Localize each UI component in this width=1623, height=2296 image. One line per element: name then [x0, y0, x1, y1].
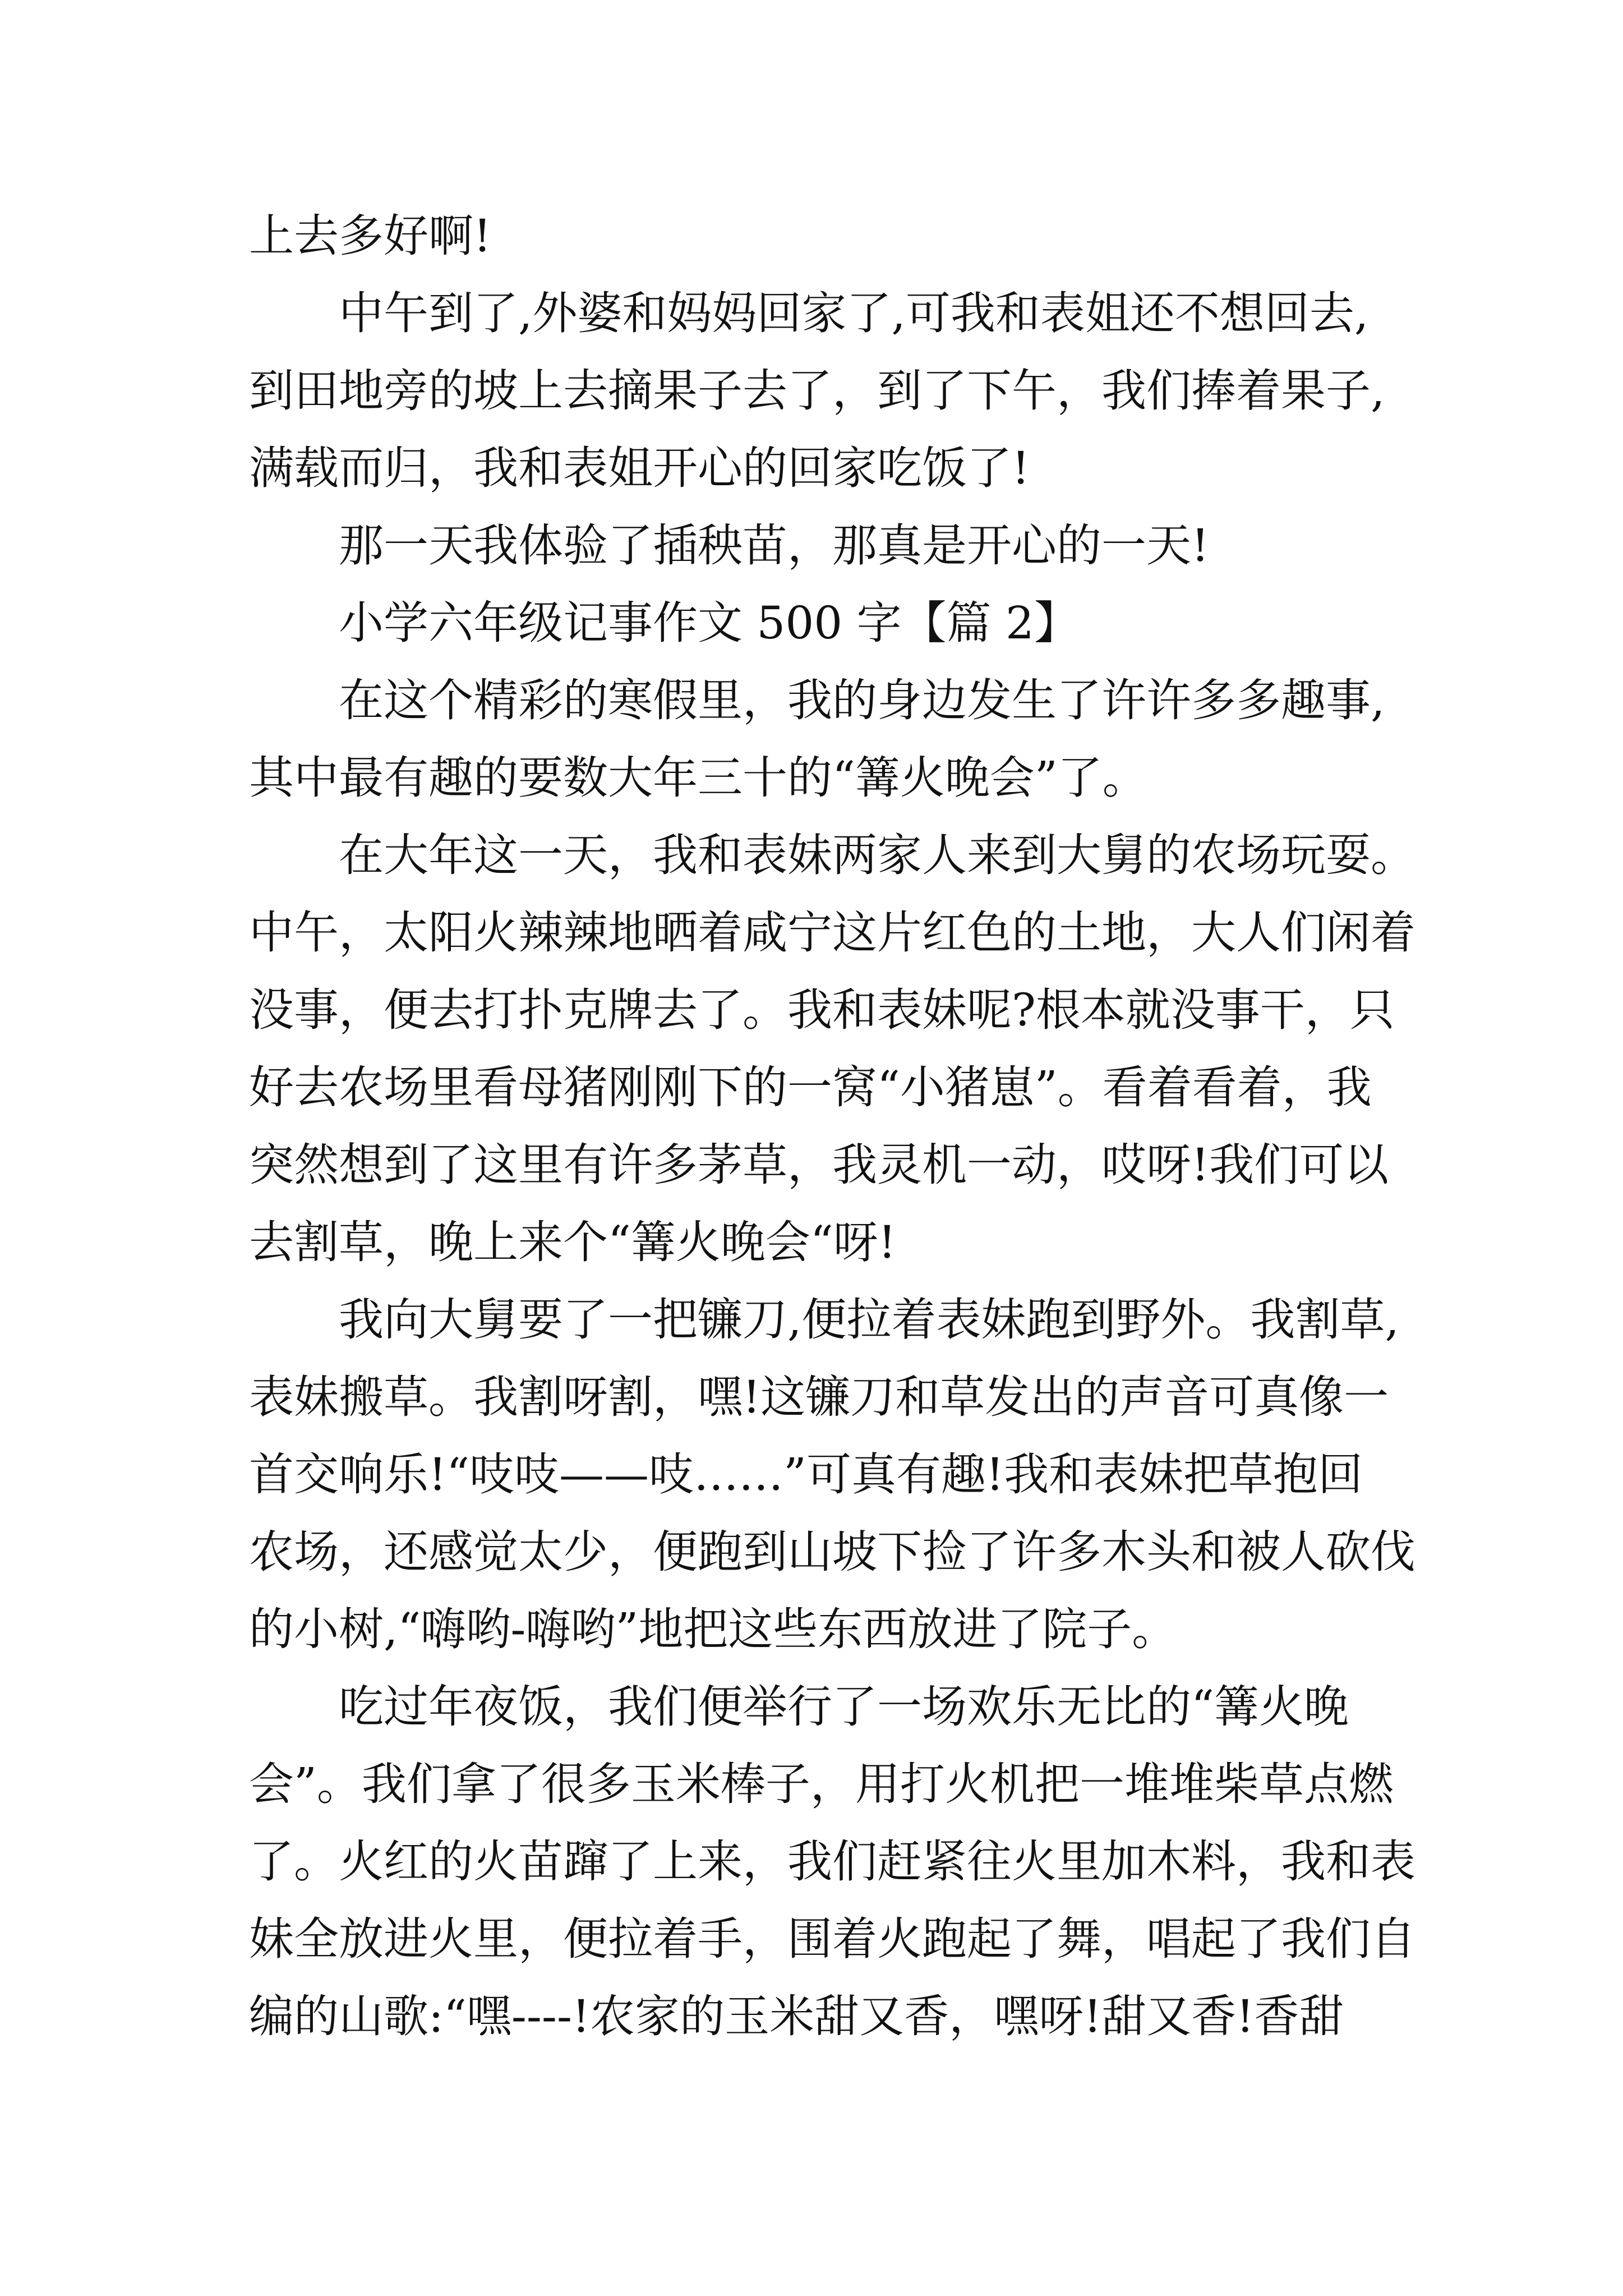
text-line: 中午，太阳火辣辣地晒着咸宁这片红色的土地，大人们闲着 [249, 907, 1415, 959]
text-line: 满载而归，我和表姐开心的回家吃饭了! [249, 442, 1030, 494]
text-line: 去割草，晚上来个“篝火晚会“呀! [249, 1216, 896, 1268]
text-line: 上去多好啊! [249, 210, 492, 262]
text-line: 好去农场里看母猪刚刚下的一窝“小猪崽”。看着看着，我 [249, 1061, 1372, 1114]
text-line: 我向大舅要了一把镰刀,便拉着表妹跑到野外。我割草, [339, 1294, 1399, 1346]
text-line: 的小树,“嗨哟-嗨哟”地把这些东西放进了院子。 [249, 1603, 1177, 1655]
text-line: 表妹搬草。我割呀割，嘿!这镰刀和草发出的声音可真像一 [249, 1371, 1389, 1423]
section-heading: 小学六年级记事作文 500 字【篇 2】 [339, 597, 1079, 649]
text-line: 在这个精彩的寒假里，我的身边发生了许许多多趣事, [339, 674, 1385, 726]
text-line: 那一天我体验了插秧苗，那真是开心的一天! [339, 519, 1210, 572]
text-line: 编的山歌:“嘿----!农家的玉米甜又香，嘿呀!甜又香!香甜 [249, 1990, 1344, 2042]
text-line: 了。火红的火苗蹿了上来，我们赶紧往火里加木料，我和表 [249, 1835, 1415, 1888]
text-line: 吃过年夜饭，我们便举行了一场欢乐无比的“篝火晚 [339, 1681, 1349, 1733]
text-line: 在大年这一天，我和表妹两家人来到大舅的农场玩耍。 [339, 829, 1415, 881]
essay-text [249, 197, 1415, 2055]
text-line: 农场，还感觉太少，便跑到山坡下捡了许多木头和被人砍伐 [249, 1526, 1415, 1578]
text-line: 突然想到了这里有许多茅草，我灵机一动，哎呀!我们可以 [249, 1139, 1389, 1191]
text-line: 其中最有趣的要数大年三十的“篝火晚会”了。 [249, 752, 1147, 804]
text-line: 中午到了,外婆和妈妈回家了,可我和表姐还不想回去, [339, 287, 1369, 339]
text-line: 首交响乐!“吱吱——吱……”可真有趣!我和表妹把草抱回 [249, 1448, 1363, 1501]
text-line: 没事，便去打扑克牌去了。我和表妹呢?根本就没事干，只 [249, 984, 1395, 1036]
text-line: 妹全放进火里，便拉着手，围着火跑起了舞，唱起了我们自 [249, 1913, 1415, 1965]
text-line: 到田地旁的坡上去摘果子去了，到了下午，我们捧着果子, [249, 365, 1385, 417]
text-line: 会”。我们拿了很多玉米棒子，用打火机把一堆堆柴草点燃 [249, 1758, 1394, 1810]
